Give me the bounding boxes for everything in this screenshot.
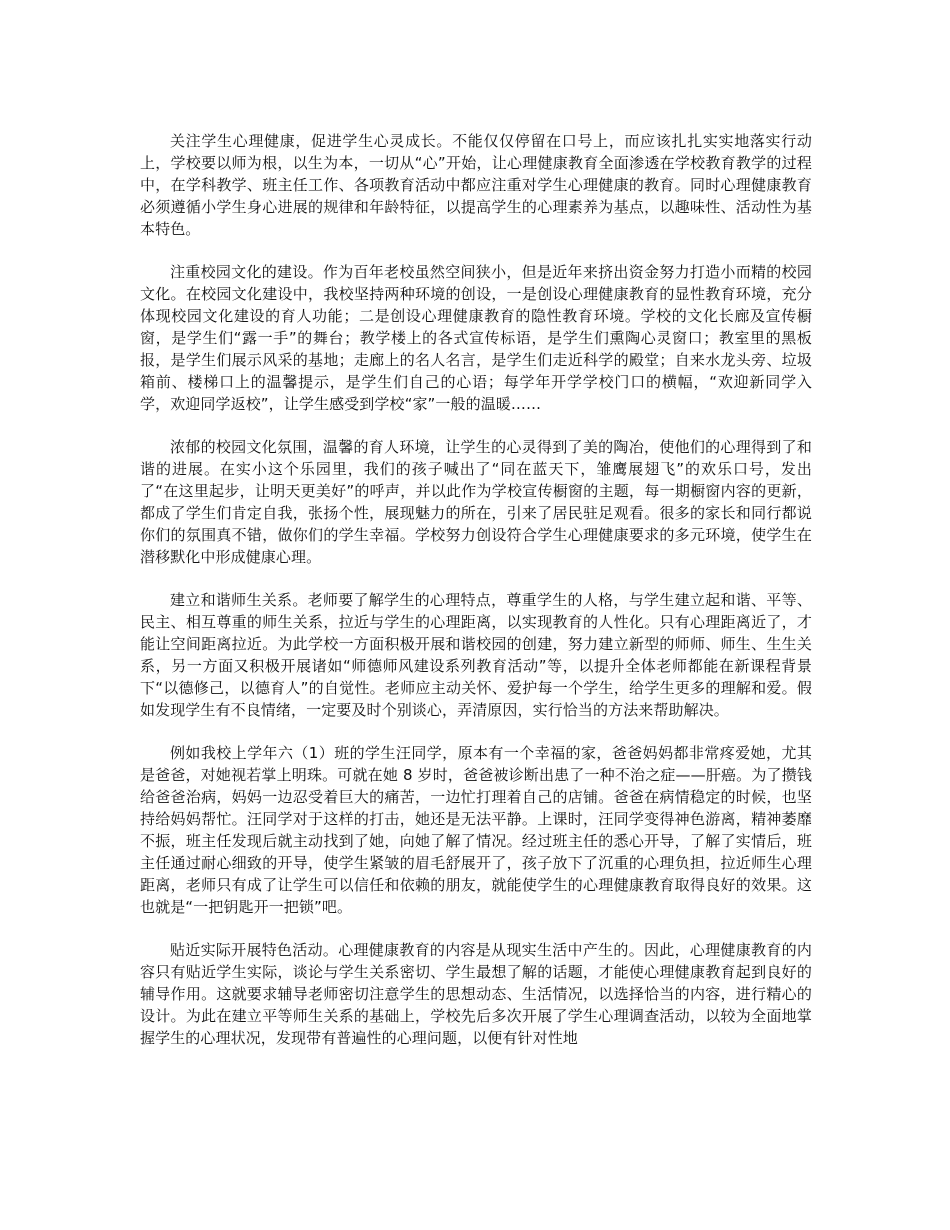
paragraph-campus-culture: 注重校园文化的建设。作为百年老校虽然空间狭小，但是近年来挤出资金努力打造小而精的校园文化。在校园文化建设中，我校坚持两种环境的创设，一是创设心理健康教育的显性教育环境，充分体现校园文化建设的育人功能；二是创设心理健康教育的隐性教育环境。学校的文化长廊及宣传橱窗，是学生们“露一手”的舞台；教学楼上的各式宣传标语，是学生们熏陶心灵窗口；教室里的黑板报，是学生们展示风采的基地；走廊上的名人名言，是学生们走近科学的殿堂；自来水龙头旁、垃圾箱前、楼梯口上的温馨提示，是学生们自己的心语；每学年开学学校门口的横幅，“欢迎新同学入学，欢迎同学返校”，让学生感受到学校“家”一般的温暖…… bbox=[140, 263, 812, 413]
paragraph-teacher-student-relations: 建立和谐师生关系。老师要了解学生的心理特点，尊重学生的人格，与学生建立起和谐、平等、民主、相互尊重的师生关系，拉近与学生的心理距离，以实现教育的人性化。只有心理距离近了，才能让空间距离拉近。为此学校一方面积极开展和谐校园的创建，努力建立新型的师师、师生、生生关系，另一方面又积极开展诸如“师德师风建设系列教育活动”等，以提升全体老师都能在新课程背景下“以德修己，以德育人”的自觉性。老师应主动关怀、爱护每一个学生，给学生更多的理解和爱。假如发现学生有不良情绪，一定要及时个别谈心，弄清原因，实行恰当的方法来帮助解决。 bbox=[140, 591, 812, 719]
paragraph-student-case-example: 例如我校上学年六（1）班的学生汪同学，原本有一个幸福的家，爸爸妈妈都非常疼爱她，尤其是爸爸，对她视若掌上明珠。可就在她 8 岁时，爸爸被诊断出患了一种不治之症——肝癌。为了攒钱给爸爸治病，妈妈一边忍受着巨大的痛苦，一边忙打理着自己的店铺。爸爸在病情稳定的时候，也坚持给妈妈帮忙。汪同学对于这样的打击，她还是无法平静。上课时，汪同学变得神色游离，精神萎靡不振，班主任发现后就主动找到了她，向她了解了情况。经过班主任的悉心开导，了解了实情后，班主任通过耐心细致的开导，使学生紧皱的眉毛舒展开了，孩子放下了沉重的心理负担，拉近师生心理距离，老师只有成了让学生可以信任和依赖的朋友，就能使学生的心理健康教育取得良好的效果。这也就是“一把钥匙开一把锁”吧。 bbox=[140, 744, 812, 916]
paragraph-practical-activities: 贴近实际开展特色活动。心理健康教育的内容是从现实生活中产生的。因此，心理健康教育的内容只有贴近学生实际，谈论与学生关系密切、学生最想了解的话题，才能使心理健康教育起到良好的辅导作用。这就要求辅导老师密切注意学生的思想动态、生活情况，以选择恰当的内容，进行精心的设计。为此在建立平等师生关系的基础上，学校先后多次开展了学生心理调查活动，以较为全面地掌握学生的心理状况，发现带有普遍性的心理问题，以便有针对性地 bbox=[140, 941, 812, 1047]
paragraph-cultural-atmosphere: 浓郁的校园文化氛围，温馨的育人环境，让学生的心灵得到了美的陶冶，使他们的心理得到了和谐的进展。在实小这个乐园里，我们的孩子喊出了“同在蓝天下，雏鹰展翅飞”的欢乐口号，发出了“在这里起步，让明天更美好”的呼声，并以此作为学校宣传橱窗的主题，每一期橱窗内容的更新，都成了学生们肯定自我，张扬个性，展现魅力的所在，引来了居民驻足观看。很多的家长和同行都说你们的氛围真不错，做你们的学生幸福。学校努力创设符合学生心理健康要求的多元环境，使学生在潜移默化中形成健康心理。 bbox=[140, 438, 812, 566]
paragraph-mental-health-focus: 关注学生心理健康，促进学生心灵成长。不能仅仅停留在口号上，而应该扎扎实实地落实行动上，学校要以师为根，以生为本，一切从“心”开始，让心理健康教育全面渗透在学校教育教学的过程中，在学科教学、班主任工作、各项教育活动中都应注重对学生心理健康的教育。同时心理健康教育必须遵循小学生身心进展的规律和年龄特征，以提高学生的心理素养为基点，以趣味性、活动性为基本特色。 bbox=[140, 132, 812, 238]
document-page bbox=[140, 130, 812, 1070]
